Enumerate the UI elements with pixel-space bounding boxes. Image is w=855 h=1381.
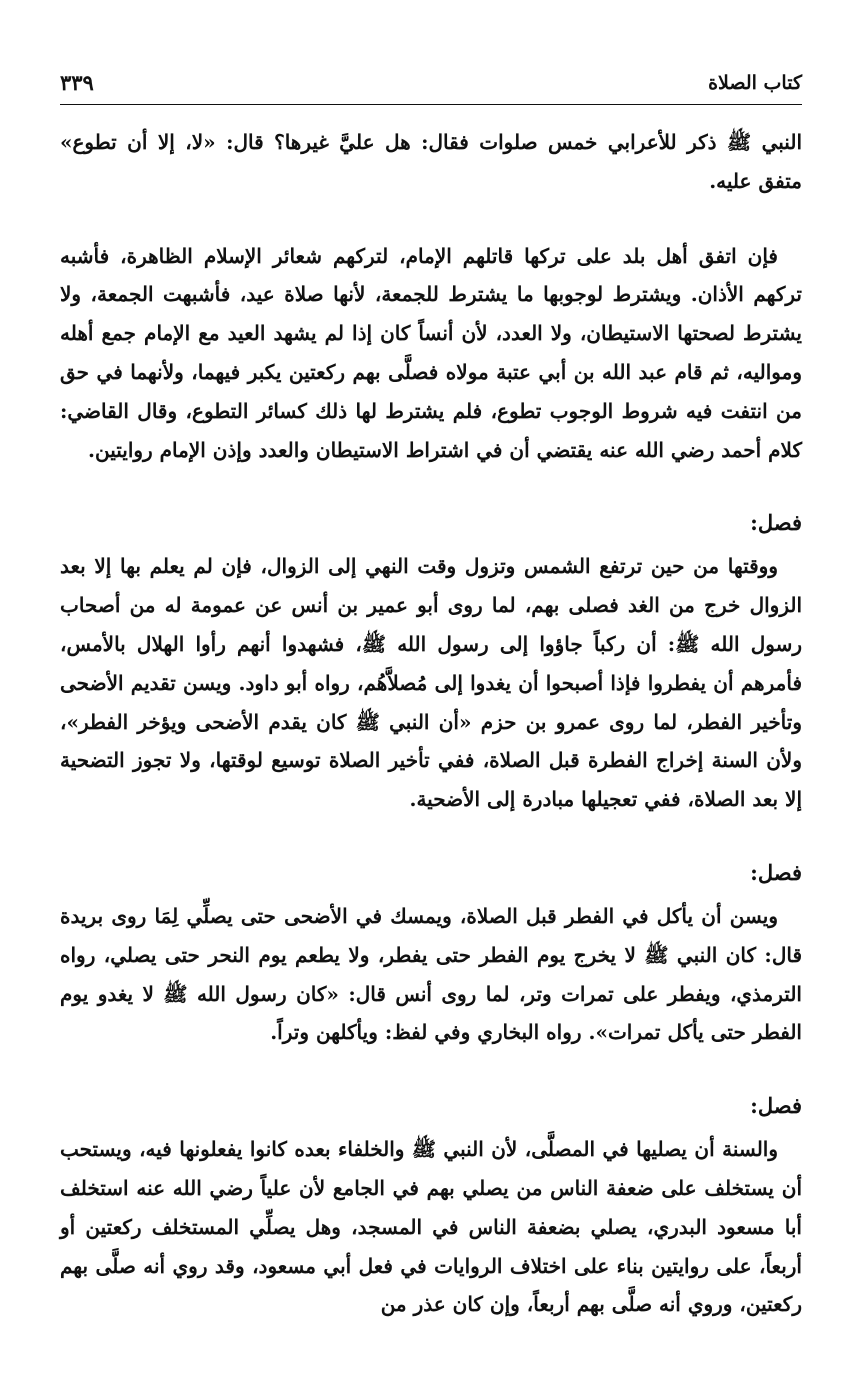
paragraph: فإن اتفق أهل بلد على تركها قاتلهم الإمام، لتركهم شعائر الإسلام الظاهرة، فأشبه تركهم الأذان. ويشترط لوجوبها ما يشترط للجمعة، لأنها صلاة عيد، فأشبهت الجمعة، ولا يشترط لصحتها الاستيطان، ولا العدد، لأن أنساً كان إذا لم يشهد العيد مع الإمام جمع أهله ومواليه، ثم قام عبد الله بن أبي عتبة مولاه فصلَّى بهم ركعتين يكبر فيهما، ولأنهما في حق من انتفت فيه شروط الوجوب تطوع، فلم يشترط لها ذلك كسائر التطوع، وقال القاضي: كلام أحمد رضي الله عنه يقتضي أن في اشتراط الاستيطان والعدد وإذن الإمام روايتين.	[60, 243, 802, 462]
book-page	[60, 64, 802, 1324]
paragraph: النبي ﷺ ذكر للأعرابي خمس صلوات فقال: هل عليَّ غيرها؟ قال: «لا، إلا أن تطوع» متفق عليه.	[60, 130, 802, 193]
paragraph-gap	[60, 819, 802, 855]
paragraph-gap	[60, 1052, 802, 1088]
paragraph: ووقتها من حين ترتفع الشمس وتزول وقت النهي إلى الزوال، فإن لم يعلم بها إلا بعد الزوال خرج من الغد فصلى بهم، لما روى أبو عمير بن أنس عن عمومة له من أصحاب رسول الله ﷺ: أن ركباً جاؤوا إلى رسول الله ﷺ، فشهدوا أنهم رأوا الهلال بالأمس، فأمرهم أن يفطروا فإذا أصبحوا أن يغدوا إلى مُصلاَّهُم، رواه أبو داود. ويسن تقديم الأضحى وتأخير الفطر، لما روى عمرو بن حزم «أن النبي ﷺ كان يقدم الأضحى ويؤخر الفطر»، ولأن السنة إخراج الفطرة قبل الصلاة، ففي تأخير الصلاة توسيع لوقتها، ولا تجوز التضحية إلا بعد الصلاة، ففي تعجيلها مبادرة إلى الأضحية.	[60, 554, 802, 812]
paragraph: والسنة أن يصليها في المصلَّى، لأن النبي ﷺ والخلفاء بعده كانوا يفعلونها فيه، ويستحب أن يستخلف على ضعفة الناس من يصلي بهم في الجامع لأن علياً رضي الله عنه استخلف أبا مسعود البدري، يصلي بضعفة الناس في المسجد، وهل يصلِّي المستخلف ركعتين أو أربعاً، على روايتين بناء على اختلاف الروايات في فعل أبي مسعود، وقد روي أنه صلَّى بهم ركعتين، وروي أنه صلَّى بهم أربعاً، وإن كان عذر من	[60, 1137, 802, 1317]
section-heading: فصل:	[750, 510, 802, 536]
paragraph: ويسن أن يأكل في الفطر قبل الصلاة، ويمسك في الأضحى حتى يصلِّي لِمَا روى بريدة قال: كان النبي ﷺ لا يخرج يوم الفطر حتى يفطر، ولا يطعم يوم النحر حتى يصلي، رواه الترمذي، ويفطر على تمرات وتر، لما روى أنس قال: «كان رسول الله ﷺ لا يغدو يوم الفطر حتى يأكل تمرات». رواه البخاري وفي لفظ: ويأكلهن وتراً.	[60, 903, 802, 1045]
page-number: ٣٣٩	[60, 70, 94, 95]
section-heading: فصل:	[750, 859, 802, 885]
page-content	[60, 123, 802, 1324]
running-title: كتاب الصلاة	[708, 72, 802, 94]
paragraph-gap	[60, 469, 802, 505]
page-header	[60, 64, 802, 105]
paragraph-gap	[60, 201, 802, 237]
section-heading: فصل:	[750, 1093, 802, 1119]
